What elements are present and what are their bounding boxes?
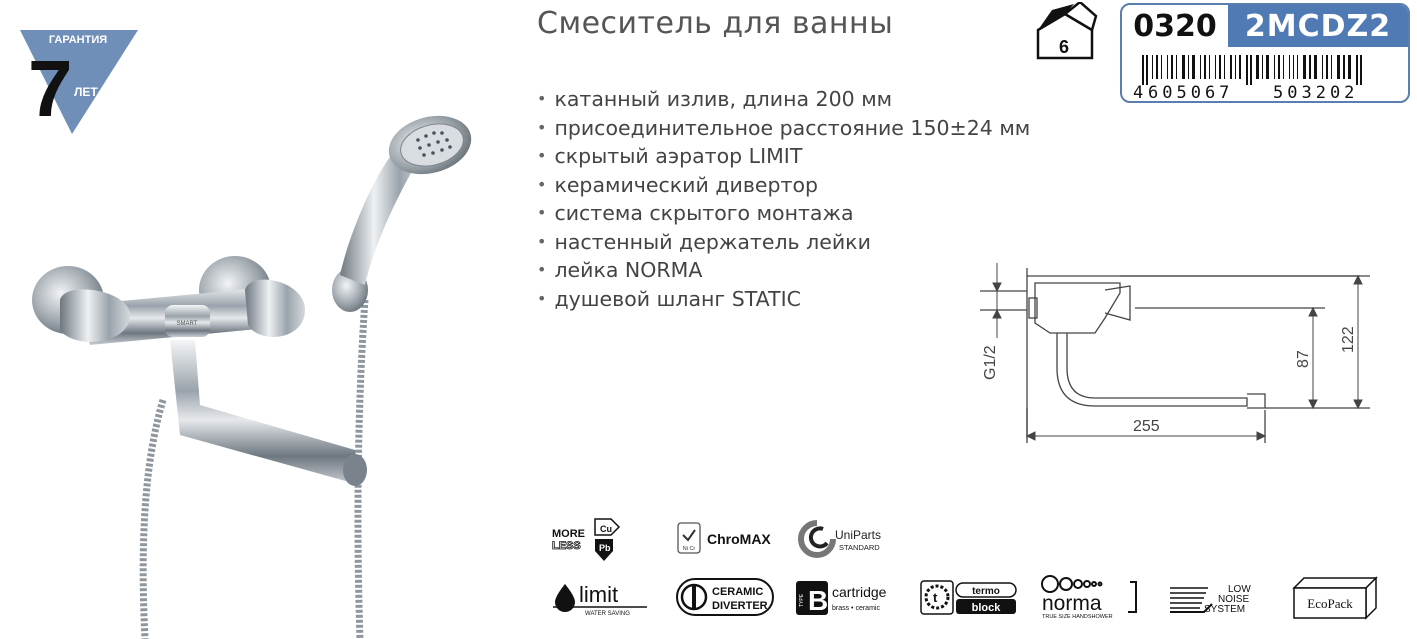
barcode-bar bbox=[1204, 55, 1206, 79]
barcode-bar bbox=[1200, 55, 1201, 79]
norma-sub: TRUE SIZE HANDSHOWER bbox=[1042, 614, 1113, 620]
barcode-bar bbox=[1297, 55, 1298, 79]
dim-length: 255 bbox=[1133, 418, 1160, 435]
more-label: MORE bbox=[552, 528, 585, 540]
barcode-guard-bar bbox=[1250, 55, 1252, 85]
warranty-label: ГАРАНТИЯ bbox=[48, 34, 108, 46]
barcode-bar bbox=[1262, 55, 1263, 79]
termoblock-glyph: t bbox=[933, 590, 938, 605]
barcode-bar bbox=[1309, 55, 1311, 79]
barcode-bar bbox=[1167, 55, 1168, 79]
barcode-bar bbox=[1239, 55, 1241, 79]
dim-spout-height: 87 bbox=[1295, 350, 1312, 368]
feature-item: • лейка NORMA bbox=[537, 257, 1030, 286]
barcode-bar bbox=[1188, 55, 1189, 79]
ceramic-line2: DIVERTER bbox=[712, 600, 768, 612]
cartridge-logo bbox=[795, 580, 895, 618]
dim-total-height: 122 bbox=[1340, 326, 1357, 353]
feature-item: • скрытый аэратор LIMIT bbox=[537, 143, 1030, 172]
barcode-bar bbox=[1348, 55, 1351, 79]
termoblock-logo bbox=[920, 578, 1020, 618]
feature-item: • система скрытого монтажа bbox=[537, 200, 1030, 229]
ecopack-logo bbox=[1290, 574, 1380, 620]
low-noise-line3: SYSTEM bbox=[1204, 604, 1246, 615]
termoblock-line1: termo bbox=[972, 586, 1000, 597]
barcode-bar bbox=[1235, 55, 1236, 79]
chromax-logo bbox=[676, 521, 776, 557]
brand-mark: SMART bbox=[176, 321, 198, 327]
barcode-bar bbox=[1152, 55, 1153, 79]
noise-lines-icon bbox=[1170, 588, 1208, 608]
barcode-bar bbox=[1283, 55, 1284, 79]
cartridge-type: TYPE bbox=[799, 593, 805, 607]
spout bbox=[170, 340, 360, 485]
barcode-guard-bar bbox=[1146, 55, 1148, 85]
barcode-guard-bar bbox=[1246, 55, 1248, 85]
norma-logo bbox=[1040, 574, 1140, 620]
chromax-label: ChroMAX bbox=[707, 531, 771, 547]
dim-thread: G1/2 bbox=[982, 345, 999, 380]
barcode-digits-left: 605067 bbox=[1148, 83, 1234, 99]
ecopack-label: EcoPack bbox=[1307, 596, 1353, 611]
cartridge-label: cartridge bbox=[832, 584, 887, 600]
barcode-bar bbox=[1161, 55, 1162, 79]
barcode-bar bbox=[1171, 55, 1173, 79]
barcode-bar bbox=[1337, 55, 1340, 79]
low-noise-line2: NOISE bbox=[1218, 594, 1250, 605]
barcode-bar bbox=[1293, 55, 1294, 79]
low-noise-logo bbox=[1168, 582, 1268, 618]
barcode-bar bbox=[1209, 55, 1210, 79]
more-less-logo bbox=[551, 517, 623, 563]
feature-list bbox=[537, 86, 1030, 314]
barcode-bar bbox=[1289, 55, 1290, 79]
barcode-bar bbox=[1326, 55, 1328, 79]
limit-sub: WATER SAVING bbox=[585, 611, 630, 617]
water-drop-icon bbox=[555, 584, 575, 612]
limit-label: limit bbox=[579, 582, 619, 607]
uniparts-label: UniParts bbox=[835, 528, 882, 542]
termoblock-line2: block bbox=[971, 602, 1001, 614]
feature-item: • настенный держатель лейки bbox=[537, 229, 1030, 258]
pack-box-icon bbox=[1030, 2, 1100, 62]
pb-label: Pb bbox=[599, 543, 611, 553]
barcode-bar bbox=[1192, 55, 1195, 79]
barcode-bar bbox=[1215, 55, 1216, 79]
barcode-bar bbox=[1176, 55, 1177, 79]
faucet-image bbox=[20, 100, 510, 639]
barcode-digits-right: 503202 bbox=[1273, 83, 1359, 99]
ceramic-line1: CERAMIC bbox=[712, 586, 764, 598]
barcode-guard-bar bbox=[1356, 55, 1358, 85]
uniparts-sub: STANDARD bbox=[839, 543, 880, 552]
model-code: 2MCDZ2 bbox=[1228, 5, 1408, 47]
barcode-bar bbox=[1182, 55, 1185, 79]
hose-left bbox=[143, 400, 163, 639]
pack-quantity: 6 bbox=[1058, 37, 1070, 57]
chromax-mark: Ni Cr bbox=[682, 546, 696, 552]
product-title: Смеситель для ванны bbox=[537, 6, 894, 41]
warranty-unit: ЛЕТ bbox=[74, 85, 98, 99]
barcode-bar bbox=[1266, 55, 1269, 79]
barcode-bar bbox=[1331, 55, 1332, 79]
technical-drawing bbox=[975, 258, 1375, 448]
norma-dots-icon bbox=[1042, 576, 1102, 592]
feature-item: • керамический дивертор bbox=[537, 172, 1030, 201]
less-label: LESS bbox=[552, 540, 581, 552]
barcode-bar bbox=[1256, 55, 1259, 79]
barcode-bar bbox=[1224, 55, 1225, 79]
barcode-bar bbox=[1274, 55, 1275, 79]
feature-item: • присоединительное расстояние 150±24 мм bbox=[537, 115, 1030, 144]
barcode-bar bbox=[1343, 55, 1345, 79]
barcode-bar bbox=[1230, 55, 1232, 79]
product-code-box bbox=[1120, 3, 1410, 103]
barcode-bar bbox=[1314, 55, 1317, 79]
cartridge-sub: brass • ceramic bbox=[832, 605, 880, 612]
uniparts-logo bbox=[797, 519, 897, 559]
barcode-guard-bar bbox=[1142, 55, 1144, 85]
barcode-bar bbox=[1322, 55, 1323, 79]
barcode-bar bbox=[1278, 55, 1280, 79]
handle-right bbox=[245, 280, 305, 337]
series-code: 0320 bbox=[1133, 8, 1217, 44]
feature-item: • душевой шланг STATIC bbox=[537, 286, 1030, 315]
feature-item: • катанный излив, длина 200 мм bbox=[537, 86, 1030, 115]
low-noise-line1: LOW bbox=[1228, 584, 1251, 595]
cartridge-badge: B bbox=[808, 585, 829, 616]
warranty-years: 7 bbox=[28, 44, 73, 133]
spout-tip bbox=[343, 454, 367, 486]
barcode-digit-first: 4 bbox=[1133, 83, 1144, 99]
barcode-bar bbox=[1156, 55, 1158, 79]
norma-label: norma bbox=[1042, 592, 1102, 615]
ceramic-diverter-logo bbox=[676, 578, 776, 618]
cu-label: Cu bbox=[600, 524, 612, 534]
limit-logo bbox=[551, 578, 651, 618]
barcode-bar bbox=[1303, 55, 1306, 79]
barcode bbox=[1132, 55, 1398, 99]
barcode-guard-bar bbox=[1360, 55, 1362, 85]
barcode-bar bbox=[1219, 55, 1221, 79]
